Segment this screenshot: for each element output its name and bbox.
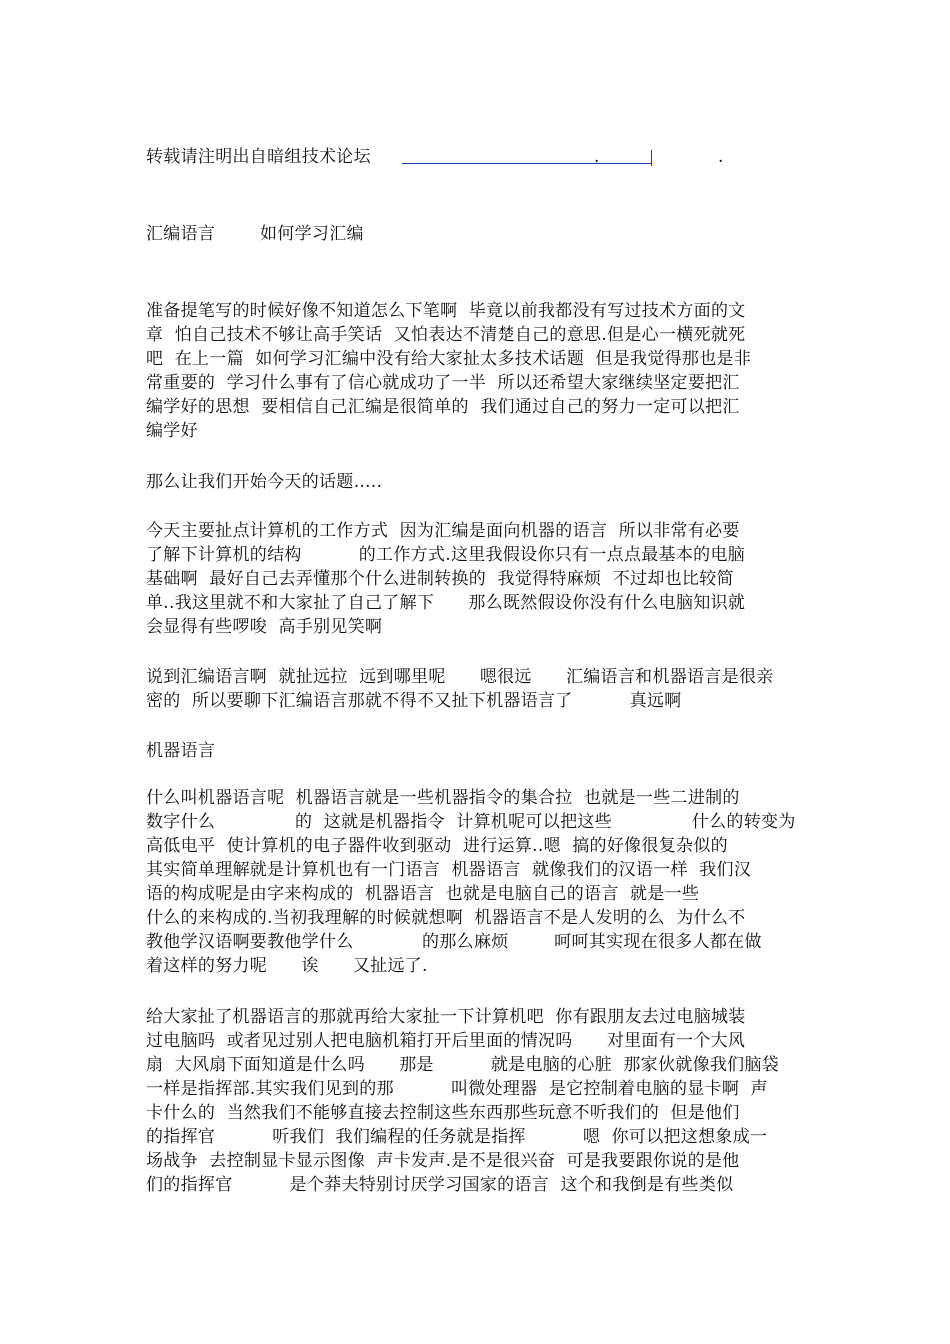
- paragraph-line: 今天主要扯点计算机的工作方式 因为汇编是面向机器的语言 所以非常有必要: [146, 521, 740, 541]
- title-language: 汇编语言: [146, 224, 216, 244]
- title-how-to-learn: 如何学习汇编: [260, 224, 364, 244]
- paragraph-line: 们的指挥官 是个莽夫特别讨厌学习国家的语言 这个和我倒是有些类似: [146, 1175, 734, 1195]
- paragraph-line: 密的 所以要聊下汇编语言那就不得不又扯下机器语言了 真远啊: [146, 691, 682, 711]
- paragraph-line: 给大家扯了机器语言的那就再给大家扯一下计算机吧 你有跟朋友去过电脑城装: [146, 1007, 746, 1027]
- paragraph-line: 什么的来构成的.当初我理解的时候就想啊 机器语言不是人发明的么 为什么不: [146, 908, 746, 928]
- heading-machine-language: 机器语言: [146, 741, 216, 761]
- paragraph-line: 基础啊 最好自己去弄懂那个什么进制转换的 我觉得特麻烦 不过却也比较简: [146, 569, 734, 589]
- paragraph-line: 编学好的思想 要相信自己汇编是很简单的 我们通过自己的努力一定可以把汇: [146, 397, 740, 417]
- paragraph-line: 着这样的努力呢 诶 又扯远了.: [146, 956, 428, 976]
- paragraph-line: 其实简单理解就是计算机也有一门语言 机器语言 就像我们的汉语一样 我们汉: [146, 860, 752, 880]
- forum-link-separator: [651, 150, 652, 166]
- paragraph-line: 准备提笔写的时候好像不知道怎么下笔啊 毕竟以前我都没有写过技术方面的文: [146, 301, 746, 321]
- paragraph-line: 的指挥官 听我们 我们编程的任务就是指挥 嗯 你可以把这想象成一: [146, 1127, 768, 1147]
- paragraph-line: 章 怕自己技术不够让高手笑话 又怕表达不清楚自己的意思.但是心一横死就死: [146, 325, 746, 345]
- paragraph-line: 语的构成呢是由字来构成的 机器语言 也就是电脑自己的语言 就是一些: [146, 884, 700, 904]
- forum-link-dot[interactable]: .: [594, 147, 600, 167]
- paragraph-line: 数字什么 的 这就是机器指令 计算机呢可以把这些 什么的转变为: [146, 812, 796, 832]
- paragraph-line: 教他学汉语啊要教他学什么 的那么麻烦 呵呵其实现在很多人都在做: [146, 932, 762, 952]
- paragraph-line: 高低电平 使计算机的电子器件收到驱动 进行运算..嗯 搞的好像很复杂似的: [146, 836, 728, 856]
- paragraph-line: 说到汇编语言啊 就扯远拉 远到哪里呢 嗯很远 汇编语言和机器语言是很亲: [146, 667, 774, 687]
- paragraph-line: 会显得有些啰唆 高手别见笑啊: [146, 617, 383, 637]
- paragraph-line: 那么让我们开始今天的话题…..: [146, 472, 383, 492]
- paragraph-line: 单..我这里就不和大家扯了自己了解下 那么既然假设你没有什么电脑知识就: [146, 593, 746, 613]
- paragraph-line: 什么叫机器语言呢 机器语言就是一些机器指令的集合拉 也就是一些二进制的: [146, 788, 740, 808]
- repost-notice: 转载请注明出自暗组技术论坛: [146, 147, 371, 167]
- header-trailing-dot: .: [718, 147, 724, 167]
- paragraph-line: 扇 大风扇下面知道是什么吗 那是 就是电脑的心脏 那家伙就像我们脑袋: [146, 1055, 780, 1075]
- paragraph-line: 过电脑吗 或者见过别人把电脑机箱打开后里面的情况吗 对里面有一个大风: [146, 1031, 746, 1051]
- forum-link-underline[interactable]: [402, 163, 652, 164]
- paragraph-line: 常重要的 学习什么事有了信心就成功了一半 所以还希望大家继续坚定要把汇: [146, 373, 740, 393]
- paragraph-line: 了解下计算机的结构 的工作方式.这里我假设你只有一点点最基本的电脑: [146, 545, 746, 565]
- paragraph-line: 编学好: [146, 421, 198, 441]
- paragraph-line: 卡什么的 当然我们不能够直接去控制这些东西那些玩意不听我们的 但是他们: [146, 1103, 740, 1123]
- paragraph-line: 一样是指挥部.其实我们见到的那 叫微处理器 是它控制着电脑的显卡啊 声: [146, 1079, 768, 1099]
- paragraph-line: 吧 在上一篇 如何学习汇编中没有给大家扯太多技术话题 但是我觉得那也是非: [146, 349, 752, 369]
- paragraph-line: 场战争 去控制显卡显示图像 声卡发声.是不是很兴奋 可是我要跟你说的是他: [146, 1151, 740, 1171]
